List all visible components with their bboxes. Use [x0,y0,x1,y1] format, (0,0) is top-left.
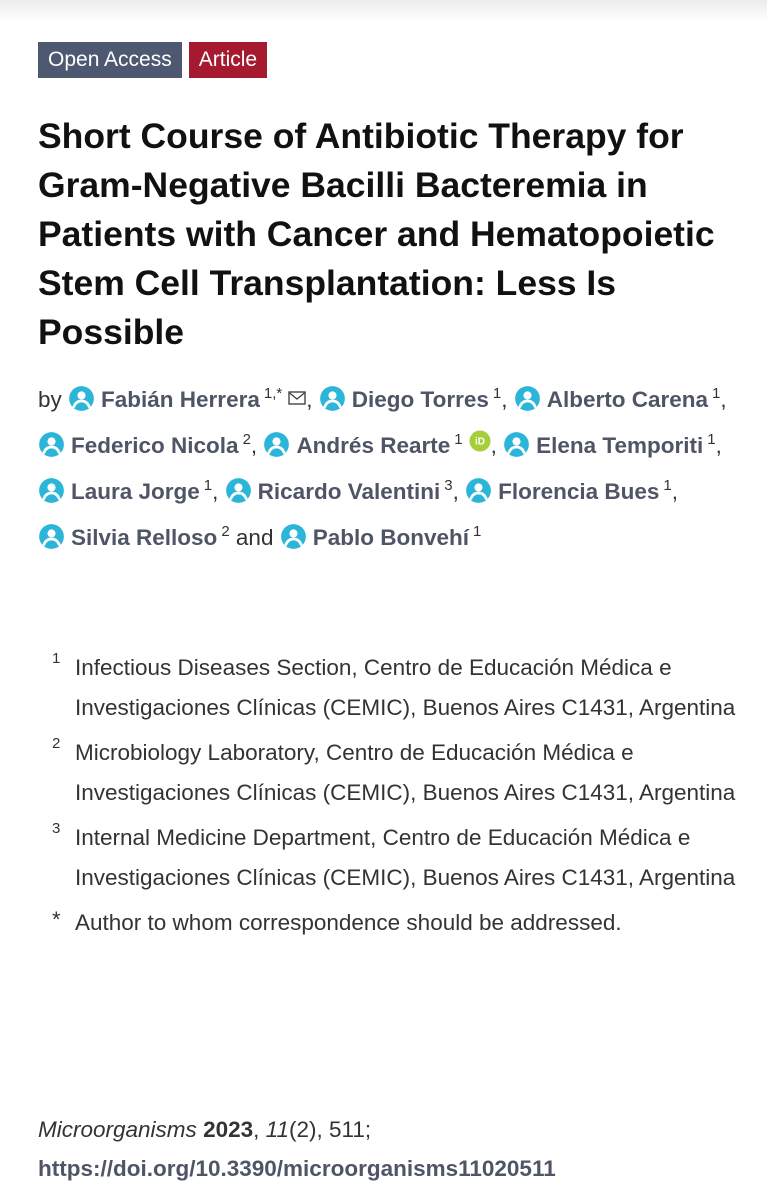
affiliation-number: 2 [52,735,61,752]
by-label: by [38,387,62,412]
author-separator: , [452,479,459,504]
author-item [68,387,312,412]
author-affiliation-marker[interactable]: 1 [712,385,721,402]
author-affiliation-marker[interactable]: 1 [203,477,213,494]
affiliation-item [38,903,738,943]
author-item [514,387,727,412]
author-separator: , [720,387,727,412]
author-name[interactable]: Pablo Bonvehí [312,525,470,550]
author-separator: , [715,433,722,458]
person-icon[interactable] [38,523,65,550]
person-icon[interactable] [38,477,65,504]
citation-year: 2023 [203,1117,254,1142]
doi-link[interactable]: https://doi.org/10.3390/microorganisms11020511 [38,1156,556,1181]
affiliation-text: Microbiology Laboratory, Centro de Educación Médica e Investigaciones Clínicas (CEMIC), Buenos Aires C1431, Argentina [75,740,736,805]
author-name[interactable]: Silvia Relloso [71,525,218,550]
author-separator: , [250,433,258,458]
author-name[interactable]: Alberto Carena [546,387,709,412]
person-icon[interactable] [465,477,492,504]
person-icon[interactable] [68,385,95,412]
author-item [38,433,257,458]
affiliation-list [38,648,738,948]
author-separator: , [671,479,679,504]
author-name[interactable]: Ricardo Valentini [257,479,441,504]
citation: Microorganisms 2023, 11(2), 511; [38,1117,372,1142]
citation-volume: 11 [265,1117,289,1142]
author-separator: , [212,479,219,504]
and-label: and [235,525,274,550]
affiliation-item [38,733,738,813]
citation-article: , 511; [316,1117,372,1142]
affiliation-number: * [52,907,61,932]
person-icon[interactable] [319,385,346,412]
author-list [38,374,738,558]
affiliation-item [38,648,738,728]
author-item [503,433,722,458]
author-item [38,479,218,504]
author-item [263,433,496,458]
author-separator: , [490,433,497,458]
article-type-badge[interactable]: Article [189,42,267,78]
person-icon[interactable] [225,477,252,504]
orcid-icon[interactable] [469,430,491,452]
author-name[interactable]: Andrés Rearte [296,433,451,458]
author-separator: , [501,387,508,412]
affiliation-text: Author to whom correspondence should be addressed. [75,910,622,935]
author-name[interactable]: Diego Torres [351,387,489,412]
author-affiliation-marker[interactable]: 3 [444,477,453,494]
author-item [225,479,459,504]
person-icon[interactable] [503,431,530,458]
author-name[interactable]: Federico Nicola [71,433,239,458]
affiliation-item [38,818,738,898]
author-affiliation-marker[interactable]: 2 [221,523,230,540]
person-icon[interactable] [263,431,290,458]
author-affiliation-marker[interactable]: 1 [492,385,502,402]
citation-issue: (2) [289,1117,317,1142]
person-icon[interactable] [280,523,307,550]
author-affiliation-marker[interactable]: 1 [663,477,672,494]
person-icon[interactable] [514,385,541,412]
author-affiliation-marker[interactable]: 1 [454,431,463,448]
svg-text:iD: iD [474,436,485,448]
badge-row [38,42,267,78]
author-affiliation-marker[interactable]: 2 [242,431,251,448]
person-icon[interactable] [38,431,65,458]
author-name[interactable]: Florencia Bues [498,479,660,504]
author-affiliation-marker[interactable]: 1,* [263,385,283,402]
author-name[interactable]: Fabián Herrera [101,387,260,412]
affiliation-text: Internal Medicine Department, Centro de Educación Médica e Investigaciones Clínicas (CEMIC), Buenos Aires C1431, Argentina [75,825,736,890]
author-affiliation-marker[interactable]: 1 [473,523,482,540]
article-title: Short Course of Antibiotic Therapy for Gram-Negative Bacilli Bacteremia in Patients with Cancer and Hematopoietic Stem Cell Transplantation: Less Is Possible [38,116,715,352]
author-item [319,387,508,412]
affiliation-number: 3 [52,820,61,837]
affiliation-text: Infectious Diseases Section, Centro de Educación Médica e Investigaciones Clínicas (CEMIC), Buenos Aires C1431, Argentina [75,655,736,720]
author-name[interactable]: Laura Jorge [71,479,200,504]
author-separator: , [306,387,313,412]
author-name[interactable]: Elena Temporiti [536,433,704,458]
author-item [38,525,230,550]
open-access-badge[interactable]: Open Access [38,42,182,78]
mail-icon[interactable] [288,391,306,405]
affiliation-number: 1 [52,650,61,667]
author-affiliation-marker[interactable]: 1 [707,431,716,448]
top-shadow [0,0,767,22]
author-item [465,479,678,504]
author-item [280,525,482,550]
journal-name[interactable]: Microorganisms [38,1117,197,1142]
